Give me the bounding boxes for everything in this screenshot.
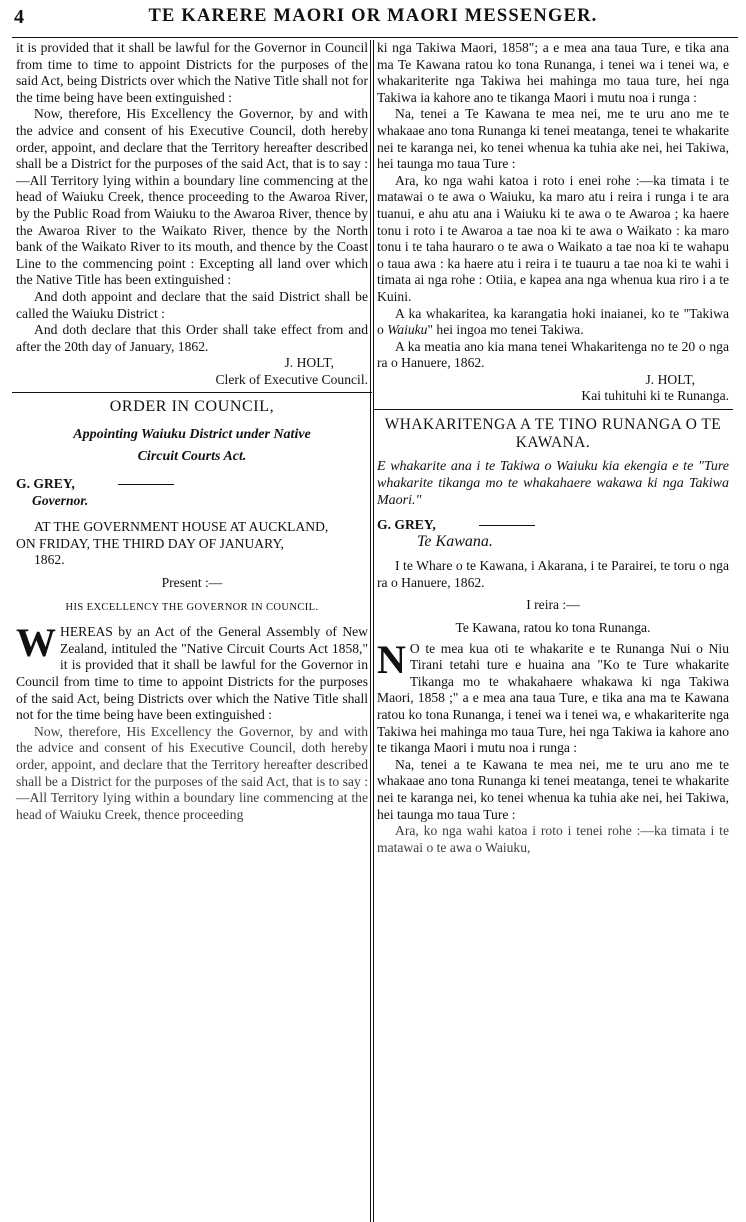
- maori-signature-title: Kai tuhituhi ki te Runanga.: [581, 388, 729, 404]
- maori-na-paragraph: Na, tenei a te Kawana te mea nei, me te uru ano me te whakaae ano tona Runanga ki tenei meatanga, tenei te whakarite nei te karanga nei, ko tenei whenua ka tuhia ake nei, hei Takiwa, hei taunga mo taua Ture :: [377, 756, 729, 822]
- column-divider-2: [373, 40, 374, 1222]
- maori-section-rule: [373, 409, 733, 410]
- whereas-text: HEREAS by an Act of the General Assembly of New Zealand, intituled the "Native Circuit Courts Act 1858," it is provided that it shall be lawful for the Governor in Council from time to time to appoint Districts for the purposes of the said Act, being Districts over which the Native Title shall not for the time being have been extinguished :: [16, 624, 368, 723]
- place-date-line-3: 1862.: [34, 552, 65, 568]
- maori-continued-paragraph-2: Na, tenei a Te Kawana te mea nei, me te uru ano me te whakaae ano tona Runanga ki tenei meatanga, tenei te whakarite nei te karanga nei, ko tenei whenua ka tuhia ake nei, hei Takiwa, hei taunga mo taua Ture :: [377, 106, 729, 172]
- governor-block: [16, 476, 368, 509]
- header-rule: [12, 37, 738, 38]
- continued-paragraph-3: And doth appoint and declare that the said District shall be called the Waiuku District :: [16, 288, 368, 321]
- maori-governor-title: Te Kawana.: [417, 532, 493, 550]
- now-paragraph: Now, therefore, His Excellency the Governor, by and with the advice and consent of his Executive Council, doth hereby order, appoint, and declare that the Territory hereafter described shall be a District for the purposes of the said Act, that is to say :—All Territory lying within a boundary line commencing at the head of Waiuku Creek, thence proceeding: [16, 723, 368, 822]
- newspaper-title: TE KARERE MAORI OR MAORI MESSENGER.: [148, 6, 598, 26]
- maori-present-label: I reira :—: [526, 597, 580, 613]
- drop-cap: W: [16, 620, 56, 666]
- order-subtitle-line-1: Appointing Waiuku District under Native: [73, 427, 311, 443]
- signature-title: Clerk of Executive Council.: [215, 371, 368, 387]
- continued-paragraph-4: And doth declare that this Order shall take effect from and after the 20th day of January, 1862.: [16, 322, 368, 354]
- order-subtitle-line-2: Circuit Courts Act.: [137, 449, 247, 465]
- maori-para-4-end: " hei ingoa mo tenei Takiwa.: [427, 322, 584, 338]
- place-date-block: [16, 519, 368, 569]
- masthead: [0, 0, 746, 38]
- excellency-line: HIS EXCELLENCY THE GOVERNOR IN COUNCIL.: [65, 601, 319, 613]
- maori-para-4-place: Waiuku: [387, 322, 428, 338]
- place-date-line-1: AT THE GOVERNMENT HOUSE AT AUCKLAND,: [34, 519, 329, 535]
- maori-governor-block: [377, 517, 729, 550]
- maori-order-subtitle: E whakarite ana i te Takiwa o Waiuku kia ekengia e te "Ture whakarite tikanga mo te whakahaere wakawa ki nga Takiwa Maori.": [377, 459, 729, 509]
- governor-name: G. GREY,: [16, 476, 75, 492]
- maori-drop-cap: N: [377, 636, 406, 682]
- maori-continued-paragraph-3: Ara, ko nga wahi katoa i roto i enei rohe :—ka timata i te matawai o te awa o Waiuku, ka maro atu i reira i runga i te ara tuanui, e ahu atu ana i Waiuku ki te awa o te Awaroa ; ka haere tonu i roto i te Awaroa a tae noa ki te awa o Waikato : ka maro tonu i te taha hauraro o te awa o Waikato a tae noa ki te wahapu o taua awa : ka haere atu i reira i te tuauru a tae noa ki te wahi i timata ai nga rohe : Otiia, e kapea ana nga whenua kua riro i a te Kuini.: [377, 172, 729, 304]
- maori-continued-paragraph-4: [377, 306, 729, 339]
- present-label: Present :—: [161, 575, 223, 591]
- english-column: [16, 40, 368, 823]
- maori-signature-dash: [479, 525, 535, 526]
- maori-governor-name: G. GREY,: [377, 517, 436, 533]
- governor-title: Governor.: [32, 492, 89, 508]
- whereas-paragraph: [16, 620, 368, 724]
- page-number: 4: [14, 6, 24, 28]
- maori-continued-paragraph-1: ki nga Takiwa Maori, 1858"; a e mea ana taua Ture, e tika ana ma Te Kawana ratou ko tona Runanga, i tenei wa i tenei wa, e whakariterite nga Takiwa hei mahinga mo taua ture, hei nga Takiwa ia kahore ano te tikanga Maori i mutu noa i runga :: [377, 40, 729, 105]
- maori-order-title: WHAKARITENGA A TE TINO RUNANGA O TE KAWANA.: [384, 416, 722, 452]
- maori-para-4-start: A ka whakaritea, ka karangatia hoki inaianei, ko te "Takiwa o: [377, 305, 729, 338]
- maori-place-date: I te Whare o te Kawana, i Akarana, i te Parairei, te toru o nga ra o Hanuere, 1862.: [377, 558, 729, 590]
- maori-no-paragraph: [377, 636, 729, 757]
- maori-present-who: Te Kawana, ratou ko tona Runanga.: [455, 620, 651, 636]
- signature-name: J. HOLT,: [284, 355, 334, 371]
- maori-continued-paragraph-5: A ka meatia ano kia mana tenei Whakaritenga no te 20 o nga ra o Hanuere, 1862.: [377, 338, 729, 371]
- signature-dash: [118, 484, 174, 485]
- order-title: ORDER IN COUNCIL,: [109, 398, 275, 416]
- maori-column: [377, 40, 729, 856]
- continued-paragraph-1: it is provided that it shall be lawful for the Governor in Council from time to time to appoint Districts for the purposes of the said Act, being Districts over which the Native Title shall not for the time being have been extinguished :: [16, 40, 368, 105]
- maori-no-text: O te mea kua oti te whakarite e te Runanga Nui o Niu Tirani tetahi ture e huaina ana "Ko te Ture whakarite Tikanga mo te whakahaere whakawa ki nga Takiwa Maori, 1858 ;" a e mea ana taua Ture, e tika ana ma te Kawana ratou ko tona Runanga, i tenei wa i tenei wa, e whakariterite nga Takiwa hei mahinga mo taua Ture, hei nga Takiwa ia kahore ano te tikanga Maori i mutu noa i runga :: [377, 640, 729, 756]
- continued-paragraph-2: Now, therefore, His Excellency the Governor, by and with the advice and consent of his Executive Council, doth hereby order, appoint, and declare that the Territory hereafter described shall be a District for the purposes of the said Act, that is to say :—All Territory lying within a boundary line commencing at the head of Waiuku Creek, thence proceeding to the Awaroa River, by the Public Road from Waiuku to the Awaroa River, thence by the Awaroa River to the Waikato River, thence by the North bank of the Waikato River to its mouth, and thence by the Coast Line to the commencing point : Excepting all land over which the Native Title has been extinguished :: [16, 106, 368, 288]
- maori-signature-name: J. HOLT,: [645, 371, 695, 387]
- maori-ara-paragraph: Ara, ko nga wahi katoa i roto i tenei rohe :—ka timata i te matawai o te awa o Waiuku,: [377, 823, 729, 855]
- column-divider: [370, 40, 371, 1222]
- place-date-line-2: ON FRIDAY, THE THIRD DAY OF JANUARY,: [16, 535, 284, 551]
- section-rule: [12, 392, 372, 393]
